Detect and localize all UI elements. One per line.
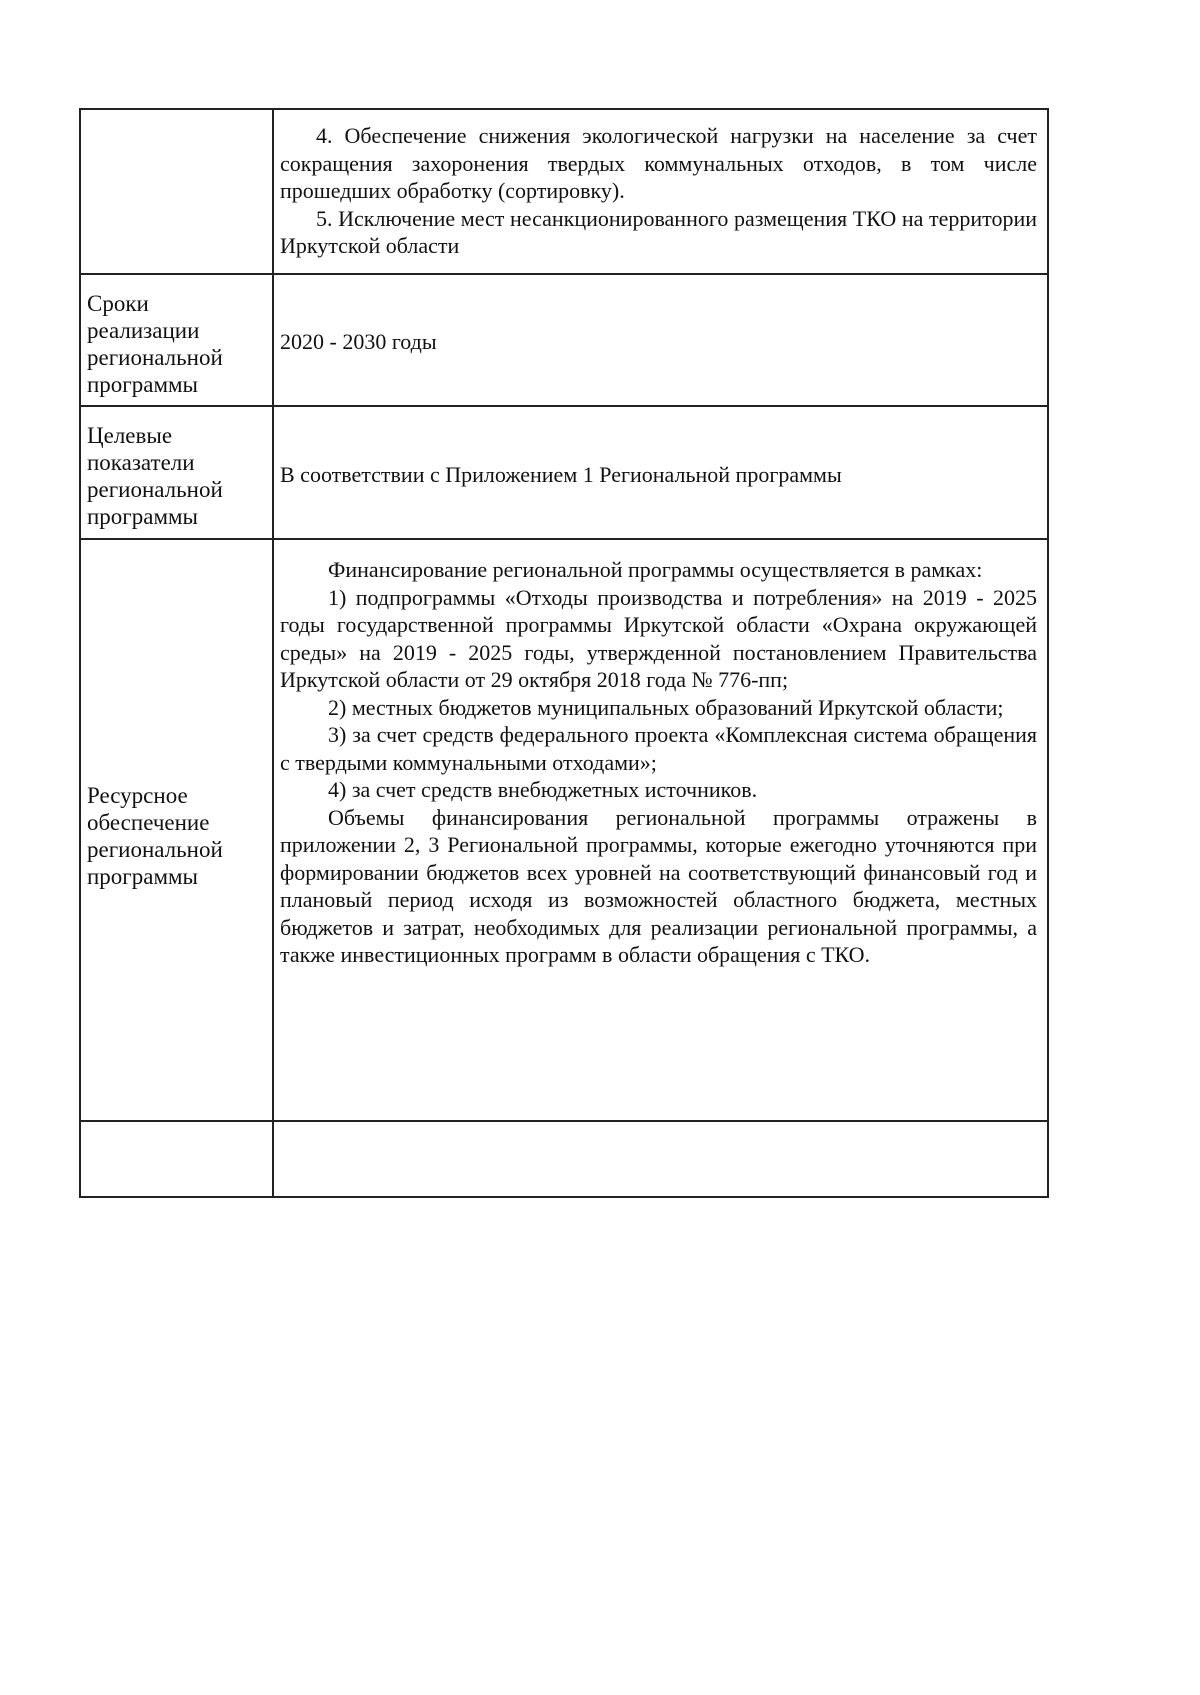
indicators-value: В соответствии с Приложением 1 Региональной программы [280,462,842,488]
row-label-funding-text: Ресурсное обеспечение региональной программы [87,782,223,889]
table-border-right [1047,108,1049,1198]
paragraph: 4. Обеспечение снижения экологической нагрузки на население за счет сокращения захоронения твердых коммунальных отходов, в том числе прошедших обработку (сортировку). [280,123,1037,203]
objectives-cell [274,122,1047,274]
row-label [81,110,272,274]
indicators-cell [274,410,1047,540]
paragraph: 1) подпрограммы «Отходы производства и потребления» на 2019 - 2025 годы государственной программы Иркутской области «Охрана окружающей среды» на 2019 - 2025 годы, утвержденной постановлением Правительства Иркутской области от 29 октября 2018 года № 776-пп; [280,584,1037,692]
row-label-indicators: Целевые показатели региональной программы [87,423,223,529]
paragraph: 4) за счет средств внебюджетных источников. [328,777,758,802]
paragraph: 3) за счет средств федерального проекта «Комплексная система обращения с твердыми коммунальными отходами»; [280,722,1037,775]
passport-table [79,108,1049,1198]
row-label-timeline: Сроки реализации региональной программы [87,291,223,397]
paragraph: Финансирование региональной программы осуществляется в рамках: [328,557,983,582]
timeline-cell [274,276,1047,408]
table-border-bottom [79,1196,1049,1198]
results-cell [274,1131,1047,1196]
paragraph: 2) местных бюджетов муниципальных образований Иркутской области; [328,694,1004,720]
timeline-value: 2020 - 2030 годы [280,329,437,355]
paragraph: 5. Исключение мест несанкционированного размещения ТКО на территории Иркутской области [280,205,1037,258]
row-label-results [81,1131,272,1196]
funding-cell [274,556,1047,1129]
paragraph: Объемы финансирования региональной программы отражены в приложении 2, 3 Региональной программы, которые ежегодно уточняются при формировании бюджетов всех уровней на соответствующий финансовый год и плановый период исходя из возможностей областного бюджета, местных бюджетов и затрат, необходимых для реализации региональной программы, а также инвестиционных программ в области обращения с ТКО. [280,804,1037,967]
row-label-funding [81,542,272,1129]
